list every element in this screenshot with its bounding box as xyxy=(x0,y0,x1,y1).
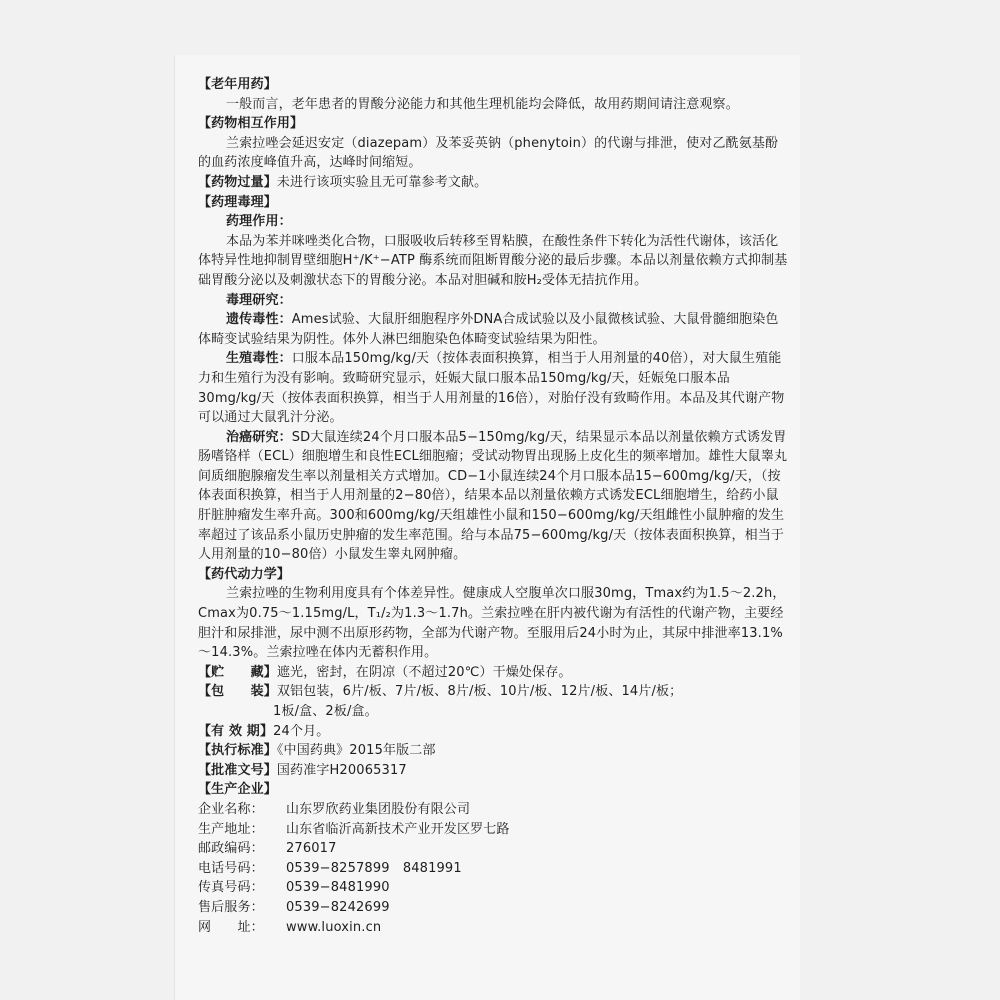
pharmacology-text: 本品为苯并咪唑类化合物，口服吸收后转移至胃粘膜，在酸性条件下转化为活性代谢体，该活化体特异性地抑制胃壁细胞H⁺/K⁺−ATP 酶系统而阻断胃酸分泌的最后步骤。本品以剂量依赖方式抑制基础胃酸分泌以及刺激状态下的胃酸分泌。本品对胆碱和胺H₂受体无拮抗作用。 xyxy=(198,233,788,288)
section-heading-toxicology: 【药理毒理】 xyxy=(198,194,277,210)
carcinogenicity-label: 治癌研究： xyxy=(226,429,292,445)
reproductive-toxicity-label: 生殖毒性： xyxy=(226,351,292,367)
manufacturer-key: 售后服务： xyxy=(198,899,264,915)
manufacturer-row-service xyxy=(198,898,788,918)
manufacturer-key: 生产地址： xyxy=(198,821,264,837)
manufacturer-row-phone xyxy=(198,859,788,879)
package-text-line2: 1板/盒、2板/盒。 xyxy=(273,704,378,719)
section-heading-approval: 【批准文号】 xyxy=(198,762,277,778)
section-heading-standard: 【执行标准】 xyxy=(198,743,277,759)
approval-text: 国药准字H20065317 xyxy=(276,762,407,778)
reproductive-toxicity-paragraph xyxy=(198,349,788,427)
elderly-text: 一般而言，老年患者的胃酸分泌能力和其他生理机能均会降低，故用药期间请注意观察。 xyxy=(226,96,739,112)
approval-line xyxy=(198,761,788,781)
manufacturer-value: 0539−8257899 8481991 xyxy=(286,860,462,876)
section-heading-elderly: 【老年用药】 xyxy=(198,77,277,92)
section-heading-validity: 【有 效 期】 xyxy=(198,723,274,739)
toxicology-title: 毒理研究： xyxy=(226,292,292,308)
manufacturer-row-name xyxy=(198,800,788,820)
storage-text: 遮光，密封，在阴凉（不超过20℃）干燥处保存。 xyxy=(276,664,572,680)
manufacturer-value: 山东省临沂高新技术产业开发区罗七路 xyxy=(286,821,510,837)
manufacturer-key: 网 址： xyxy=(198,919,264,935)
carcinogenicity-paragraph xyxy=(198,428,788,565)
carcinogenicity-text: SD大鼠连续24个月口服本品5−150mg/kg/天，结果显示本品以剂量依赖方式诱发胃肠嗜铬样（ECL）细胞增生和良性ECL细胞瘤；受试动物胃出现肠上皮化生的频率增加。雄性大鼠睾丸间质细胞腺瘤发生率以剂量相关方式增加。CD−1小鼠连续24个月口服本品15−600mg/kg/天，（按体表面积换算，相当于人用剂量的2−80倍），结果本品以剂量依赖方式诱发ECL细胞增生，给药小鼠肝脏肿瘤发生率升高。300和600mg/kg/天组雄性小鼠和150−600mg/kg/天组雌性小鼠肿瘤的发生率超过了该品系小鼠历史肿瘤的发生率范围。给与本品75−600mg/kg/天（按体表面积换算，相当于人用剂量的10−80倍）小鼠发生睾丸网肿瘤。 xyxy=(198,429,788,563)
section-heading-manufacturer: 【生产企业】 xyxy=(198,782,277,798)
manufacturer-row-address xyxy=(198,820,788,840)
genotoxicity-text: Ames试验、大鼠肝细胞程序外DNA合成试验以及小鼠微核试验、大鼠骨髓细胞染色体畸变试验结果为阴性。体外人淋巴细胞染色体畸变试验结果为阳性。 xyxy=(198,312,779,347)
manufacturer-value: 276017 xyxy=(286,841,337,857)
manufacturer-key: 邮政编码： xyxy=(198,841,264,857)
interactions-text: 兰索拉唑会延迟安定（diazepam）及苯妥英钠（phenytoin）的代谢与排泄，使对乙酰氨基酚的血药浓度峰值升高，达峰时间缩短。 xyxy=(198,135,779,171)
manufacturer-key: 传真号码： xyxy=(198,880,264,896)
manufacturer-key: 电话号码： xyxy=(198,860,264,876)
section-heading-overdose: 【药物过量】 xyxy=(198,174,277,190)
genotoxicity-paragraph xyxy=(198,310,788,349)
package-text-line1: 双铝包装，6片/板、7片/板、8片/板、10片/板、12片/板、14片/板； xyxy=(276,684,683,700)
section-heading-storage: 【贮 藏】 xyxy=(198,664,277,680)
validity-line xyxy=(198,722,788,742)
manufacturer-value: 0539−8242699 xyxy=(286,899,390,915)
package-line xyxy=(198,682,788,702)
leaflet-content xyxy=(198,75,788,937)
section-heading-package: 【包 装】 xyxy=(198,684,277,700)
overdose-line xyxy=(198,173,788,193)
section-heading-interactions: 【药物相互作用】 xyxy=(198,116,304,132)
manufacturer-row-fax xyxy=(198,878,788,898)
genotoxicity-label: 遗传毒性： xyxy=(226,312,292,328)
pharmacology-title: 药理作用： xyxy=(226,214,292,230)
standard-text: 《中国药典》2015年版二部 xyxy=(276,743,436,759)
section-heading-pharmacokinetics: 【药代动力学】 xyxy=(198,566,291,582)
manufacturer-row-postcode xyxy=(198,839,788,859)
storage-line xyxy=(198,663,788,683)
manufacturer-row-website xyxy=(198,918,788,938)
manufacturer-website: www.luoxin.cn xyxy=(286,919,382,935)
reproductive-toxicity-text: 口服本品150mg/kg/天（按体表面积换算，相当于人用剂量的40倍），对大鼠生殖能力和生殖行为没有影响。致畸研究显示，妊娠大鼠口服本品150mg/kg/天，妊娠兔口服本品30mg/kg/天（按体表面积换算，相当于人用剂量的16倍），对胎仔没有致畸作用。本品及其代谢产物可以通过大鼠乳汁分泌。 xyxy=(198,351,785,426)
pharmacokinetics-text: 兰索拉唑的生物利用度具有个体差异性。健康成人空腹单次口服30mg，Tmax约为1.5～2.2h，Cmax为0.75～1.15mg/L，T₁/₂为1.3～1.7h。兰索拉唑在肝内被代谢为有活性的代谢产物，主要经胆汁和尿排泄，尿中测不出原形药物，全部为代谢产物。至服用后24小时为止，其尿中排泄率13.1%～14.3%。兰索拉唑在体内无蓄积作用。 xyxy=(198,586,786,661)
validity-text: 24个月。 xyxy=(273,723,330,739)
overdose-text: 未进行该项实验且无可靠参考文献。 xyxy=(276,174,488,190)
standard-line xyxy=(198,741,788,761)
manufacturer-value: 山东罗欣药业集团股份有限公司 xyxy=(286,801,471,817)
manufacturer-key: 企业名称： xyxy=(198,801,264,817)
manufacturer-value: 0539−8481990 xyxy=(286,880,390,896)
